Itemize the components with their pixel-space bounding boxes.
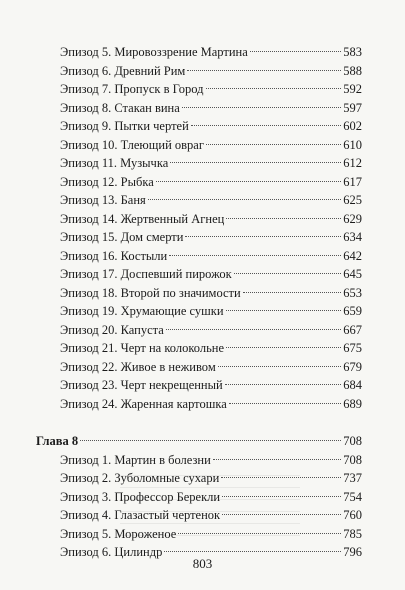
episode-title: Эпизод 6. Древний Рим <box>60 63 186 78</box>
section-gap <box>60 413 362 432</box>
episode-list-chapter-8 <box>60 451 362 562</box>
episode-title: Эпизод 20. Капуста <box>60 322 164 337</box>
toc-entry <box>60 191 362 210</box>
episode-title: Эпизод 3. Профессор Берекли <box>60 489 221 504</box>
dot-leader <box>164 551 341 552</box>
toc-entry <box>60 136 362 155</box>
dot-leader <box>170 162 341 163</box>
toc-entry <box>60 469 362 488</box>
episode-page-number: 684 <box>343 378 362 392</box>
episode-page-number: 617 <box>343 174 362 189</box>
dot-leader <box>222 496 341 497</box>
chapter-title: Глава 8 <box>36 434 79 448</box>
dot-leader <box>80 440 341 441</box>
dot-leader <box>234 273 342 274</box>
episode-page-number: 625 <box>343 193 362 207</box>
episode-page-number: 629 <box>343 211 362 226</box>
toc-entry <box>60 210 362 229</box>
episode-title: Эпизод 19. Хрумающие сушки <box>60 304 224 318</box>
toc-entry <box>60 451 362 470</box>
episode-page-number: 754 <box>343 489 362 504</box>
dot-leader <box>178 533 341 534</box>
episode-page-number: 645 <box>343 267 362 281</box>
episode-title: Эпизод 8. Стакан вина <box>60 100 180 115</box>
toc-entry <box>60 284 362 303</box>
episode-page-number: 597 <box>343 100 362 115</box>
dot-leader <box>222 514 341 515</box>
episode-page-number: 592 <box>343 82 362 96</box>
dot-leader <box>187 70 341 71</box>
toc-entry <box>60 358 362 377</box>
episode-page-number: 785 <box>343 526 362 541</box>
toc-entry <box>60 43 362 62</box>
dot-leader <box>213 459 341 460</box>
toc-entry <box>60 488 362 507</box>
episode-title: Эпизод 13. Баня <box>60 193 146 207</box>
dot-leader <box>156 181 341 182</box>
toc-entry <box>60 247 362 266</box>
dot-leader <box>226 218 341 219</box>
episode-title: Эпизод 12. Рыбка <box>60 174 154 189</box>
toc-entry <box>60 228 362 247</box>
dot-leader <box>221 477 341 478</box>
episode-title: Эпизод 16. Костыли <box>60 248 168 263</box>
dot-leader <box>166 329 341 330</box>
episode-page-number: 602 <box>343 119 362 133</box>
toc-entry <box>60 80 362 99</box>
dot-leader <box>225 384 342 385</box>
episode-title: Эпизод 5. Мороженое <box>60 526 177 541</box>
dot-leader <box>206 144 341 145</box>
episode-page-number: 642 <box>343 248 362 263</box>
dot-leader <box>185 236 341 237</box>
episode-title: Эпизод 10. Тлеющий овраг <box>60 137 204 152</box>
toc-entry <box>60 376 362 395</box>
page-number: 803 <box>192 556 213 571</box>
episode-title: Эпизод 15. Дом смерти <box>60 230 184 244</box>
episode-title: Эпизод 21. Черт на колокольне <box>60 341 225 355</box>
episode-page-number: 796 <box>343 545 362 559</box>
episode-page-number: 689 <box>343 396 362 411</box>
dot-leader <box>226 310 342 311</box>
episode-title: Эпизод 18. Второй по значимости <box>60 285 241 300</box>
toc-entry <box>60 302 362 321</box>
episode-page-number: 634 <box>343 230 362 244</box>
episode-title: Эпизод 6. Цилиндр <box>60 545 163 559</box>
episode-title: Эпизод 17. Доспевший пирожок <box>60 267 232 281</box>
episode-title: Эпизод 1. Мартин в болезни <box>60 452 211 467</box>
toc-entry <box>60 173 362 192</box>
episode-title: Эпизод 5. Мировоззрение Мартина <box>60 45 248 59</box>
table-of-contents <box>36 43 362 562</box>
dot-leader <box>226 347 341 348</box>
episode-title: Эпизод 7. Пропуск в Город <box>60 82 204 96</box>
toc-entry <box>60 506 362 525</box>
episode-page-number: 667 <box>343 322 362 337</box>
episode-page-number: 610 <box>343 137 362 152</box>
dot-leader <box>250 51 341 52</box>
episode-page-number: 653 <box>343 285 362 300</box>
chapter-entry <box>36 432 362 451</box>
episode-page-number: 675 <box>343 341 362 355</box>
dot-leader <box>243 292 342 293</box>
episode-page-number: 612 <box>343 156 362 170</box>
dot-leader <box>229 403 341 404</box>
toc-entry <box>60 395 362 414</box>
episode-title: Эпизод 9. Пытки чертей <box>60 119 189 133</box>
episode-title: Эпизод 23. Черт некрещенный <box>60 378 223 392</box>
toc-entry <box>60 525 362 544</box>
episode-title: Эпизод 4. Глазастый чертенок <box>60 508 221 522</box>
chapter-page-number: 708 <box>343 434 362 448</box>
episode-page-number: 760 <box>343 508 362 522</box>
dot-leader <box>191 125 341 126</box>
dot-leader <box>206 88 342 89</box>
episode-title: Эпизод 22. Живое в неживом <box>60 359 216 374</box>
episode-page-number: 583 <box>343 45 362 59</box>
toc-entry <box>60 339 362 358</box>
episode-list-part-7 <box>60 43 362 413</box>
toc-entry <box>60 154 362 173</box>
toc-entry <box>60 62 362 81</box>
episode-page-number: 708 <box>343 452 362 467</box>
dot-leader <box>182 107 341 108</box>
episode-title: Эпизод 2. Зуболомные сухари <box>60 471 220 485</box>
toc-entry <box>60 99 362 118</box>
episode-title: Эпизод 24. Жаренная картошка <box>60 396 227 411</box>
dot-leader <box>169 255 341 256</box>
episode-page-number: 659 <box>343 304 362 318</box>
episode-page-number: 588 <box>343 63 362 78</box>
episode-title: Эпизод 11. Музычка <box>60 156 169 170</box>
episode-page-number: 737 <box>343 471 362 485</box>
dot-leader <box>218 366 342 367</box>
toc-entry <box>60 321 362 340</box>
toc-entry <box>60 265 362 284</box>
toc-entry <box>60 117 362 136</box>
episode-page-number: 679 <box>343 359 362 374</box>
episode-title: Эпизод 14. Жертвенный Агнец <box>60 211 225 226</box>
dot-leader <box>148 199 341 200</box>
